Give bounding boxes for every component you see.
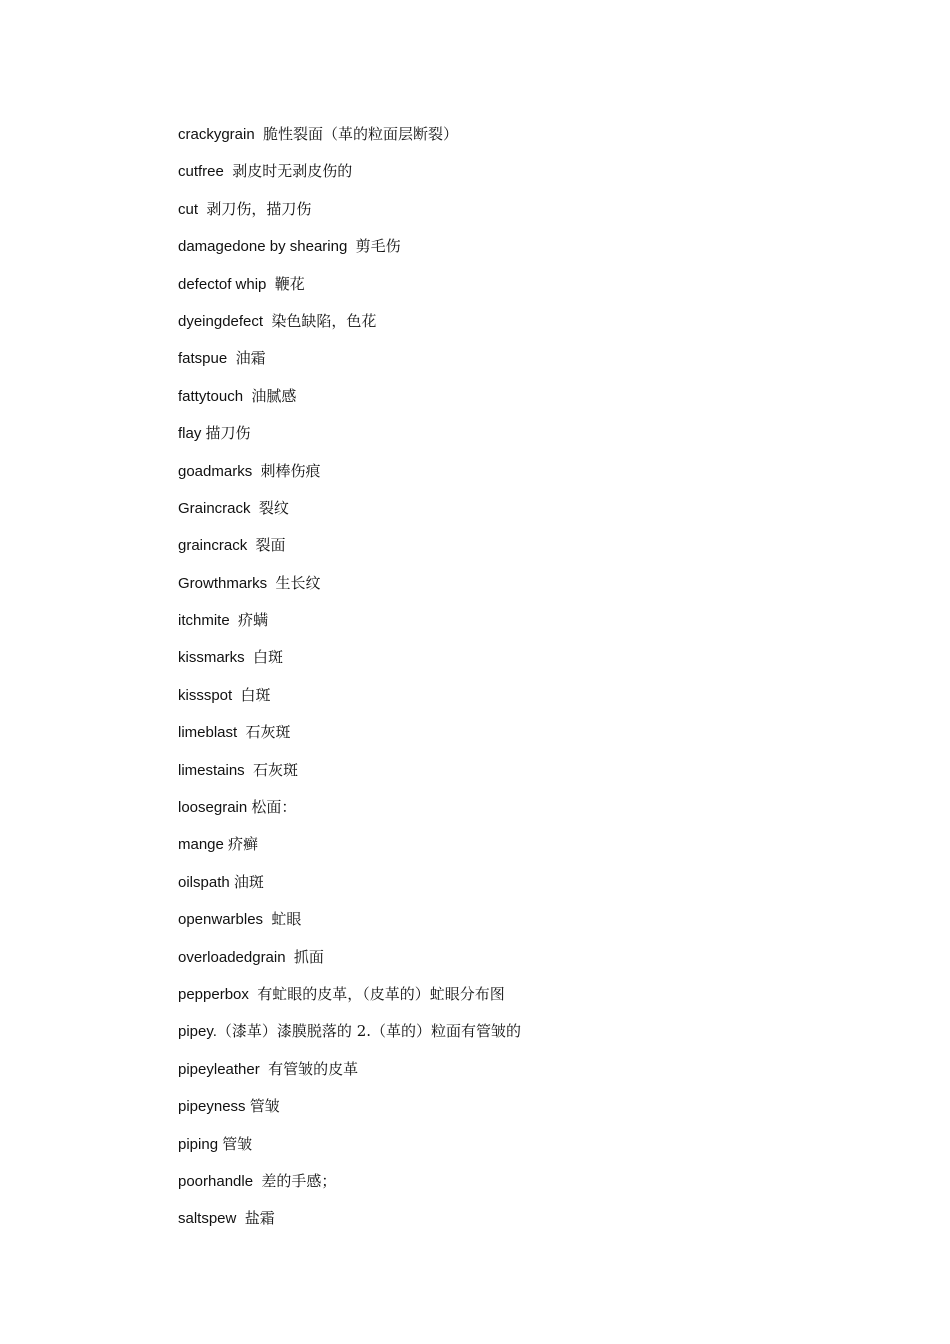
glossary-entry [178,382,878,419]
entry-definition: 裂纹 [258,498,289,517]
glossary-entry [178,718,878,755]
entry-definition: 裂面 [255,536,286,555]
entry-term: itchmite [178,612,230,630]
entry-separator [232,687,240,704]
glossary-entry [178,195,878,232]
glossary-entry [178,344,878,381]
entry-term: fattytouch [178,387,244,405]
entry-separator [224,163,232,180]
entry-term: Growthmarks [178,574,268,592]
glossary-entry [178,606,878,643]
entry-term: pepperbox [178,985,249,1003]
entry-term: piping [178,1135,219,1153]
glossary-entry [178,270,878,307]
entry-term: cut [178,200,199,218]
entry-term: cutfree [178,163,224,181]
entry-separator [347,238,355,255]
glossary-entry [178,905,878,942]
entry-separator [286,949,294,966]
entry-definition: 剪毛伤 [355,237,401,256]
entry-definition: 生长纹 [275,573,321,592]
glossary-entry [178,1092,878,1129]
entry-term: openwarbles [178,911,264,929]
glossary-entry [178,793,878,830]
entry-definition: 盐霜 [244,1209,275,1228]
entry-definition: 疥螨 [238,611,269,630]
entry-definition: 石灰斑 [245,723,291,742]
glossary-list [178,120,878,1242]
entry-definition: 染色缺陷，色花 [271,311,377,330]
entry-definition: 白斑 [240,685,271,704]
glossary-entry [178,756,878,793]
entry-term: limeblast [178,724,238,742]
entry-definition: 有管皱的皮革 [268,1059,359,1078]
glossary-entry [178,1167,878,1204]
entry-definition: 抓面 [293,947,324,966]
entry-separator [236,1210,244,1227]
entry-term: mange [178,836,224,854]
glossary-entry [178,120,878,157]
entry-separator [245,649,253,666]
glossary-entry [178,494,878,531]
entry-separator [227,350,235,367]
entry-term: loosegrain [178,799,248,817]
entry-term: overloadedgrain [178,948,286,966]
entry-definition: 剥刀伤，描刀伤 [206,199,312,218]
entry-separator [251,500,259,517]
entry-term: oilspath [178,873,230,891]
glossary-entry [178,157,878,194]
entry-term: graincrack [178,537,248,555]
entry-term: flay [178,425,202,443]
entry-term: pipeyleather [178,1060,260,1078]
entry-definition: 有虻眼的皮革，（皮革的）虻眼分布图 [257,984,505,1003]
entry-term: saltspew [178,1210,237,1228]
glossary-entry [178,457,878,494]
entry-separator [237,724,245,741]
entry-definition: 疥癣 [228,835,259,854]
glossary-entry [178,1204,878,1241]
entry-separator [266,276,274,293]
entry-term: pipey. [178,1023,217,1041]
entry-term: dyeingdefect [178,312,264,330]
entry-term: goadmarks [178,462,253,480]
glossary-entry [178,1055,878,1092]
entry-definition: 油霜 [235,349,266,368]
glossary-entry [178,569,878,606]
entry-term: damagedone by shearing [178,238,348,256]
entry-definition: 油斑 [233,872,264,891]
entry-definition: （漆革）漆膜脱落的 2.（革的）粒面有管皱的 [216,1022,522,1041]
entry-separator [230,612,238,629]
entry-separator [249,986,257,1003]
glossary-entry [178,531,878,568]
glossary-entry [178,830,878,867]
glossary-entry [178,868,878,905]
glossary-entry [178,1017,878,1054]
entry-term: Graincrack [178,499,251,517]
entry-separator [247,537,255,554]
entry-definition: 油腻感 [251,386,297,405]
entry-separator [255,126,263,143]
entry-definition: 剥皮时无剥皮伤的 [232,162,353,181]
glossary-entry [178,307,878,344]
entry-separator [245,762,253,779]
entry-term: limestains [178,761,245,779]
entry-term: poorhandle [178,1172,254,1190]
entry-definition: 差的手感； [261,1171,337,1190]
entry-definition: 石灰斑 [253,760,299,779]
entry-definition: 刺棒伤痕 [260,461,321,480]
entry-definition: 松面： [251,798,297,817]
entry-term: crackygrain [178,126,255,143]
glossary-entry [178,419,878,456]
glossary-entry [178,681,878,718]
entry-term: kissspot [178,686,233,704]
entry-separator [252,463,260,480]
glossary-entry [178,980,878,1017]
entry-definition: 虻眼 [271,910,302,929]
entry-definition: 鞭花 [274,274,305,293]
entry-term: kissmarks [178,649,245,667]
entry-definition: 描刀伤 [205,424,251,443]
entry-definition: 管皱 [249,1097,280,1116]
entry-separator [267,575,275,592]
entry-term: pipeyness [178,1098,246,1116]
entry-definition: 脆性裂面（革的粒面层断裂） [263,125,459,143]
glossary-entry [178,1130,878,1167]
glossary-entry [178,943,878,980]
entry-separator [260,1061,268,1078]
glossary-entry [178,232,878,269]
entry-definition: 白斑 [253,648,284,667]
entry-term: fatspue [178,350,228,368]
glossary-entry [178,643,878,680]
entry-definition: 管皱 [222,1134,253,1153]
entry-term: defectof whip [178,275,267,293]
